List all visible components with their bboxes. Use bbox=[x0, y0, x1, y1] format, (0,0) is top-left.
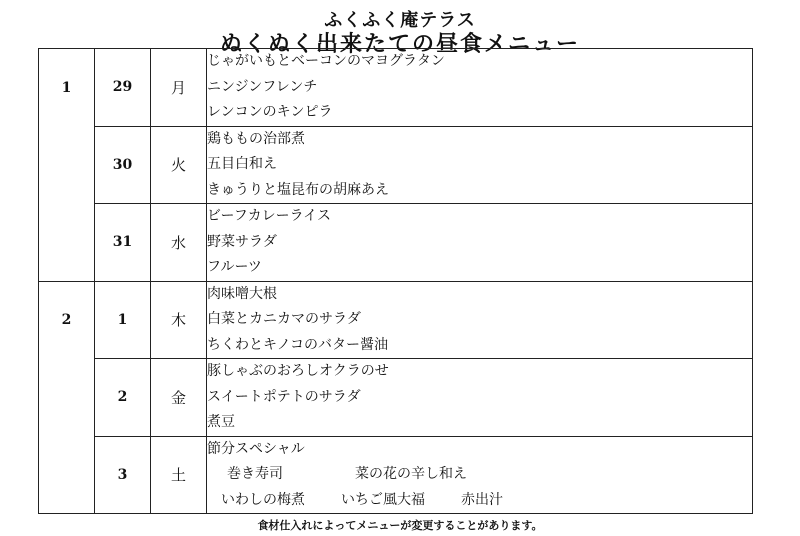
dish-item: ビーフカレーライス bbox=[207, 208, 332, 224]
day-number-cell: 29 bbox=[95, 49, 151, 127]
day-number-cell: 1 bbox=[95, 281, 151, 359]
dish-item: ちくわとキノコのバター醤油 bbox=[207, 336, 389, 353]
dish-item: スイートポテトのサラダ bbox=[207, 388, 361, 405]
week-number-cell bbox=[39, 126, 95, 204]
dish-item: 菜の花の辛し和え bbox=[355, 466, 467, 482]
weekday-cell: 水 bbox=[151, 204, 207, 282]
week-number-cell: 1 bbox=[39, 49, 95, 127]
dish-line bbox=[207, 152, 752, 178]
dish-item: いちご風大福 bbox=[341, 491, 425, 508]
dish-item: 煮豆 bbox=[207, 414, 235, 430]
dish-item: 豚しゃぶのおろしオクラのせ bbox=[207, 363, 389, 379]
week-number-cell: 2 bbox=[39, 281, 95, 359]
dish-line bbox=[207, 49, 752, 75]
dishes-cell bbox=[207, 49, 753, 127]
week-number-cell bbox=[39, 436, 95, 514]
dish-line bbox=[207, 100, 752, 126]
menu-change-notice: 食材仕入れによってメニューが変更することがあります。 bbox=[257, 519, 543, 532]
dish-line bbox=[207, 333, 752, 359]
dishes-cell bbox=[207, 281, 753, 359]
dish-line bbox=[207, 178, 752, 204]
dishes-cell bbox=[207, 359, 753, 437]
week-number-cell bbox=[39, 359, 95, 437]
menu-row bbox=[39, 49, 753, 127]
dish-line bbox=[207, 75, 752, 101]
shop-name: ふくふく庵テラス bbox=[324, 10, 476, 31]
menu-row bbox=[39, 281, 753, 359]
dish-line bbox=[207, 462, 752, 488]
week-number-cell bbox=[39, 204, 95, 282]
dish-item: 赤出汁 bbox=[461, 491, 503, 508]
dish-item: きゅうりと塩昆布の胡麻あえ bbox=[207, 181, 389, 198]
menu-row bbox=[39, 359, 753, 437]
menu-table-body bbox=[39, 49, 753, 514]
weekday-cell: 金 bbox=[151, 359, 207, 437]
dishes-cell bbox=[207, 204, 753, 282]
dish-item: 白菜とカニカマのサラダ bbox=[207, 311, 361, 327]
dish-line bbox=[207, 255, 752, 281]
dish-item: 節分スペシャル bbox=[207, 440, 305, 457]
weekday-cell: 火 bbox=[151, 126, 207, 204]
menu-title: ぬくぬく出来たての昼食メニュー bbox=[219, 32, 580, 57]
dish-line bbox=[207, 230, 752, 256]
dish-item: 巻き寿司 bbox=[227, 466, 283, 482]
dish-item: 五目白和え bbox=[207, 156, 277, 172]
dish-item: じゃがいもとベーコンのマヨグラタン bbox=[207, 53, 445, 69]
dish-line bbox=[207, 410, 752, 436]
menu-row bbox=[39, 126, 753, 204]
dish-item: 肉味噌大根 bbox=[207, 285, 277, 302]
menu-table bbox=[38, 48, 753, 514]
weekday-cell: 土 bbox=[151, 436, 207, 514]
day-number-cell: 2 bbox=[95, 359, 151, 437]
dish-item: ニンジンフレンチ bbox=[207, 78, 318, 95]
dish-line bbox=[207, 385, 752, 411]
dish-line bbox=[207, 488, 752, 514]
dish-item: 野菜サラダ bbox=[207, 233, 277, 250]
dish-line bbox=[207, 204, 752, 230]
weekday-cell: 月 bbox=[151, 49, 207, 127]
dishes-cell bbox=[207, 126, 753, 204]
dish-item: フルーツ bbox=[207, 259, 262, 275]
dish-line bbox=[207, 359, 752, 385]
dish-item: レンコンのキンピラ bbox=[207, 104, 333, 120]
day-number-cell: 3 bbox=[95, 436, 151, 514]
dish-item: 鶏ももの治部煮 bbox=[207, 130, 305, 147]
dish-line bbox=[207, 307, 752, 333]
weekday-cell: 木 bbox=[151, 281, 207, 359]
day-number-cell: 30 bbox=[95, 126, 151, 204]
dishes-cell bbox=[207, 436, 753, 514]
dish-line bbox=[207, 127, 752, 153]
menu-row bbox=[39, 204, 753, 282]
menu-row bbox=[39, 436, 753, 514]
dish-item: いわしの梅煮 bbox=[221, 491, 305, 508]
day-number-cell: 31 bbox=[95, 204, 151, 282]
dish-line bbox=[207, 437, 752, 463]
dish-line bbox=[207, 282, 752, 308]
